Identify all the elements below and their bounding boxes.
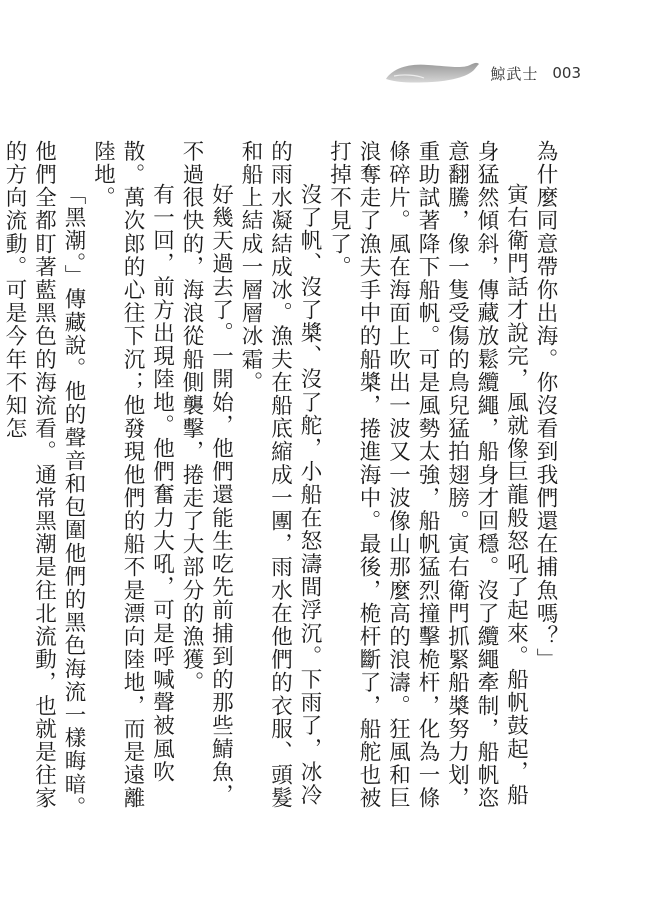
body-text (2, 140, 560, 820)
paragraph: 「黑潮。」傳藏說。他的聲音和包圍他們的黑色海流一樣晦暗。他們全都盯著藍黑色的海流看。通常黑潮是往北流動，也就是往家的方向流動。可是今年不知怎 (2, 140, 86, 820)
paragraph: 寅右衛門話才說完，風就像巨龍般怒吼了起來。船帆鼓起，船身猛然傾斜，傳藏放鬆纜繩，船身才回穩。沒了纜繩牽制，船帆恣意翻騰，像一隻受傷的鳥兒猛拍翅膀。寅右衛門抓緊船槳努力划，重助試著降下船帆。可是風勢太強，船帆猛烈撞擊桅杆，化為一條條碎片。風在海面上吹出一波又一波像山那麼高的浪濤。狂風和巨浪奪走了漁夫手中的船槳，捲進海中。最後，桅杆斷了，船舵也被打掉不見了。 (326, 140, 529, 810)
whale-icon (384, 59, 480, 87)
paragraph: 有一回，前方出現陸地。他們奮力大吼，可是呼喊聲被風吹散。萬次郎的心往下沉；他發現他們的船不是漂向陸地，而是遠離陸地。 (90, 140, 175, 810)
running-header (384, 58, 581, 88)
paragraph: 為什麼同意帶你出海。你沒看到我們還在捕魚嗎？」 (533, 140, 558, 672)
paragraph: 沒了帆、沒了槳、沒了舵，小船在怒濤間浮沉。下雨了，冰冷的雨水凝結成冰。漁夫在船底縮成一團，雨水在他們的衣服、頭髮和船上結成一層層冰霜。 (238, 140, 322, 810)
book-title: 鯨武士 (490, 64, 539, 83)
page-number: 003 (552, 64, 581, 82)
paragraph: 好幾天過去了。一開始，他們還能生吃先前捕到的那些鯖魚，不過很快的，海浪從船側襲擊，捲走了大部分的漁獲。 (179, 140, 234, 807)
